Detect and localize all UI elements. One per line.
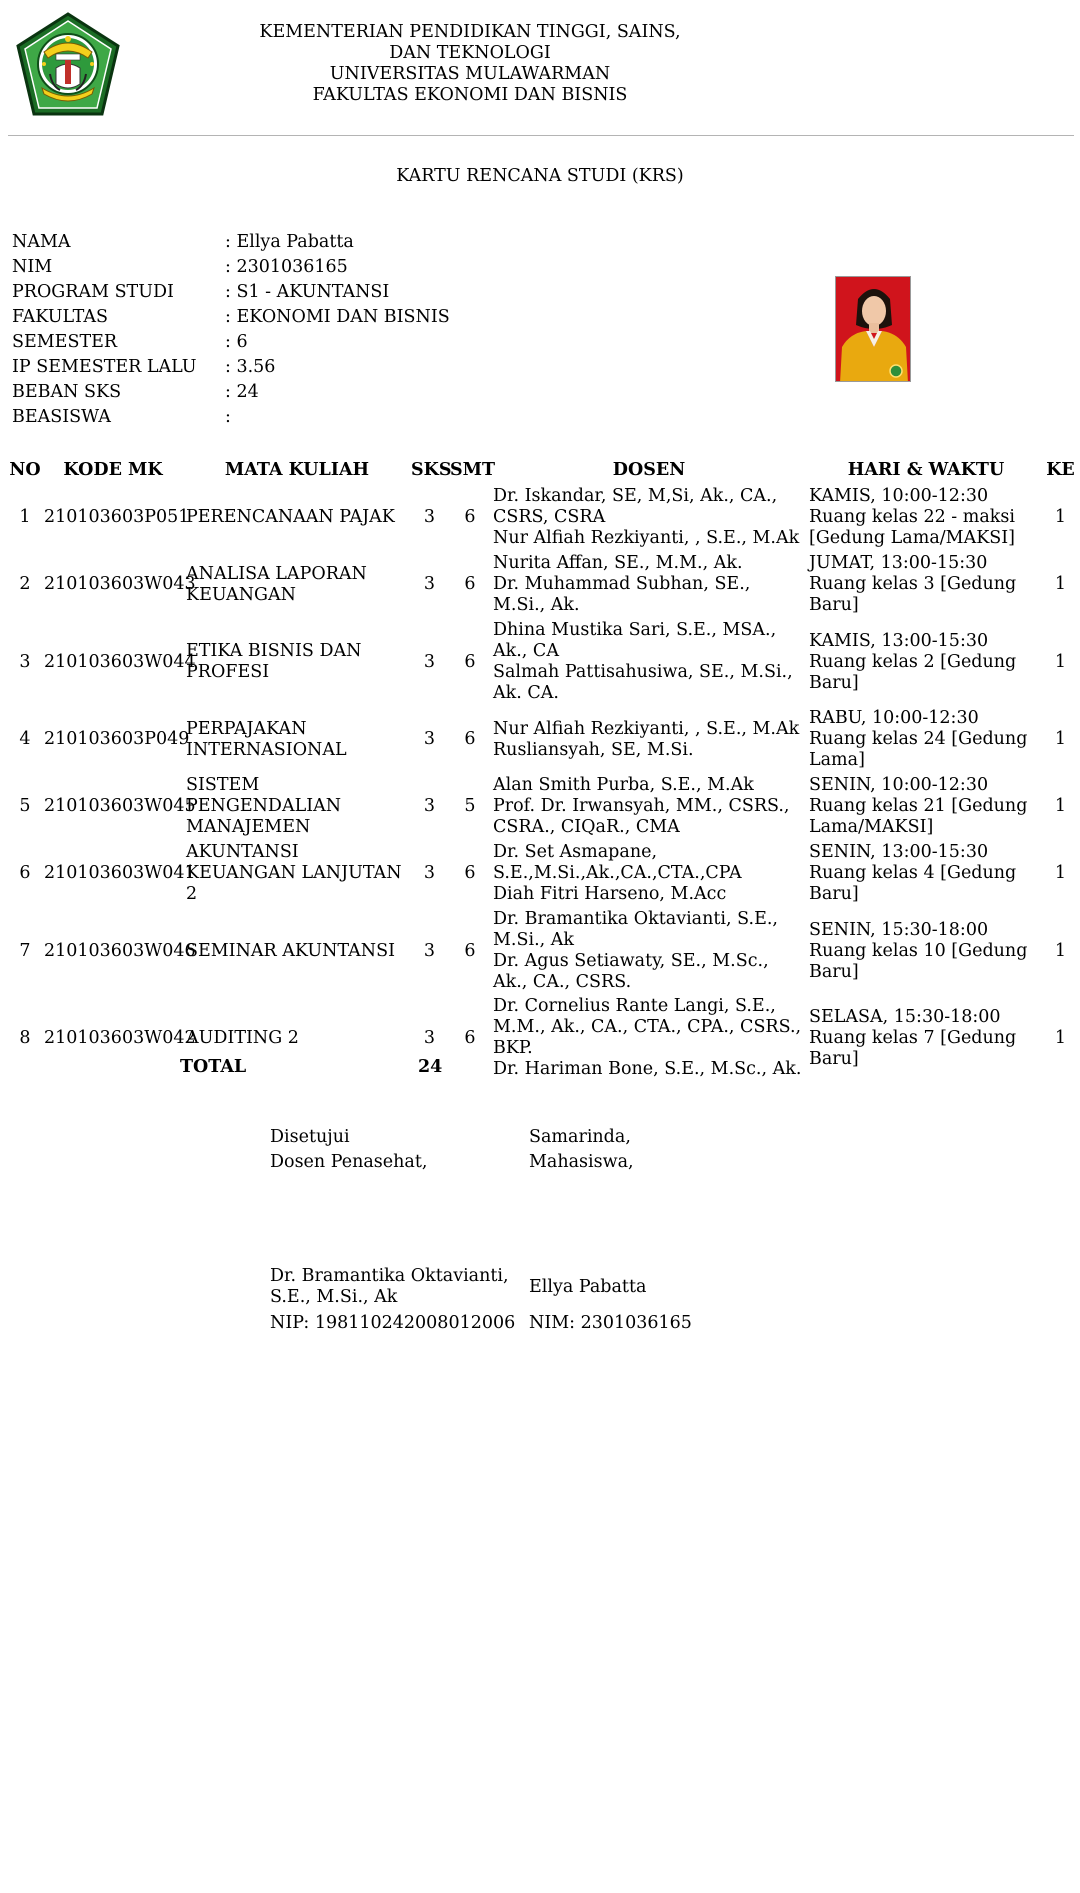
cell-no: 1 [19, 507, 31, 527]
ruang-line: Ruang kelas 24 [Gedung Lama] [809, 729, 1028, 770]
dosen-line: Nur Alfiah Rezkiyanti, , S.E., M.Ak [493, 718, 800, 739]
header-no: NO [9, 459, 41, 480]
student-info [12, 232, 450, 432]
cell-smt: 6 [464, 1027, 476, 1048]
advisor-title: Dosen Penasehat, [270, 1152, 428, 1172]
total-label: TOTAL [180, 1057, 247, 1077]
ruang-line: Ruang kelas 22 - maksi [Gedung Lama/MAKSI] [809, 507, 1016, 548]
info-label: BEBAN SKS [12, 382, 122, 402]
cell-dosen [491, 995, 807, 1081]
info-label: FAKULTAS [12, 307, 108, 327]
info-value: : 6 [225, 332, 248, 352]
header-hari-waktu: HARI & WAKTU [847, 459, 1005, 480]
header-line-1: KEMENTERIAN PENDIDIKAN TINGGI, SAINS, [259, 22, 681, 42]
table-header-row [8, 456, 1076, 484]
university-logo [14, 12, 122, 118]
cell-dosen [491, 706, 807, 773]
dosen-line: Dhina Mustika Sari, S.E., MSA., Ak., CA [493, 620, 777, 661]
cell-mata-kuliah: PERPAJAKAN INTERNASIONAL [186, 718, 347, 760]
table-row [8, 907, 1076, 995]
table-row [8, 551, 1076, 618]
info-label: PROGRAM STUDI [12, 282, 174, 302]
cell-sks: 3 [423, 1027, 436, 1048]
header-mata-kuliah: MATA KULIAH [224, 459, 370, 480]
cell-mata-kuliah: SISTEM PENGENDALIAN MANAJEMEN [186, 775, 342, 837]
info-row-beasiswa [12, 407, 450, 432]
cell-smt: 5 [464, 796, 476, 816]
cell-kode: 210103603P049 [44, 729, 190, 749]
cell-hari-waktu [807, 706, 1045, 773]
header-divider [8, 135, 1074, 136]
info-row-fakultas [12, 307, 450, 332]
waktu-line: SENIN, 10:00-12:30 [809, 775, 989, 795]
info-label: BEASISWA [12, 407, 111, 427]
cell-sks: 3 [423, 574, 436, 594]
cell-hari-waktu [807, 840, 1045, 907]
sign-place: Samarinda, [529, 1127, 631, 1147]
course-table [8, 456, 1076, 1081]
cell-dosen [491, 840, 807, 907]
cell-ke: 1 [1054, 1027, 1067, 1048]
advisor-approval-line: Disetujui [270, 1127, 350, 1147]
table-row [8, 706, 1076, 773]
waktu-line: KAMIS, 10:00-12:30 [809, 486, 989, 506]
cell-dosen [491, 484, 807, 551]
cell-kode: 210103603W044 [44, 651, 196, 672]
info-row-program-studi [12, 282, 450, 307]
cell-smt: 6 [464, 574, 476, 594]
header-line-2: DAN TEKNOLOGI [389, 43, 551, 63]
info-value: : Ellya Pabatta [225, 232, 354, 252]
dosen-line: Salmah Pattisahusiwa, SE., M.Si., Ak. CA. [493, 662, 793, 703]
cell-hari-waktu [807, 484, 1045, 551]
ruang-line: Ruang kelas 3 [Gedung Baru] [809, 574, 1017, 615]
header-kode-mk: KODE MK [63, 459, 163, 480]
cell-no: 2 [19, 574, 31, 594]
cell-sks: 3 [423, 651, 436, 672]
ruang-line: Ruang kelas 7 [Gedung Baru] [809, 1027, 1017, 1069]
cell-hari-waktu [807, 551, 1045, 618]
header-smt: SMT [450, 459, 496, 480]
table-row [8, 618, 1076, 706]
cell-sks: 3 [423, 863, 436, 883]
cell-ke: 1 [1054, 507, 1067, 527]
waktu-line: KAMIS, 13:00-15:30 [809, 630, 989, 651]
dosen-line: Dr. Set Asmapane, S.E.,M.Si.,Ak.,CA.,CTA.,CPA [493, 842, 742, 883]
waktu-line: JUMAT, 13:00-15:30 [809, 553, 988, 573]
dosen-line: Nur Alfiah Rezkiyanti, , S.E., M.Ak [493, 528, 800, 548]
cell-kode: 210103603W043 [44, 574, 196, 594]
info-label: IP SEMESTER LALU [12, 357, 197, 377]
dosen-line: Dr. Cornelius Rante Langi, S.E., M.M., Ak., CA., CTA., CPA., CSRS., BKP. [493, 996, 802, 1058]
cell-mata-kuliah: AUDITING 2 [186, 1027, 299, 1048]
info-value: : 24 [225, 382, 259, 402]
cell-mata-kuliah: PERENCANAAN PAJAK [186, 507, 395, 527]
dosen-line: Prof. Dr. Irwansyah, MM., CSRS., CSRA., CIQaR., CMA [493, 796, 790, 837]
cell-smt: 6 [464, 507, 476, 527]
cell-kode: 210103603W045 [44, 796, 196, 816]
document-title: KARTU RENCANA STUDI (KRS) [396, 166, 684, 186]
cell-kode: 210103603W046 [44, 940, 196, 961]
cell-kode: 210103603W042 [44, 1027, 196, 1048]
info-value: : EKONOMI DAN BISNIS [225, 307, 450, 327]
cell-no: 8 [19, 1027, 31, 1048]
info-row-nama [12, 232, 450, 257]
cell-kode: 210103603P051 [44, 507, 190, 527]
table-row [8, 484, 1076, 551]
waktu-line: SELASA, 15:30-18:00 [809, 1006, 1001, 1027]
cell-mata-kuliah: SEMINAR AKUNTANSI [186, 940, 396, 961]
info-value: : 3.56 [225, 357, 276, 377]
cell-no: 5 [19, 796, 31, 816]
info-row-nim [12, 257, 450, 282]
info-row-semester [12, 332, 450, 357]
cell-smt: 6 [464, 940, 476, 961]
cell-no: 7 [19, 940, 31, 961]
cell-sks: 3 [423, 796, 436, 816]
university-logo-emblem [14, 12, 122, 118]
info-label: NIM [12, 257, 53, 277]
ruang-line: Ruang kelas 2 [Gedung Baru] [809, 651, 1017, 693]
header-line-4: FAKULTAS EKONOMI DAN BISNIS [312, 85, 628, 105]
info-label: NAMA [12, 232, 71, 252]
cell-sks: 3 [423, 940, 436, 961]
advisor-name: Dr. Bramantika Oktavianti, S.E., M.Si., Ak [270, 1266, 509, 1307]
info-label: SEMESTER [12, 332, 118, 352]
cell-mata-kuliah: ANALISA LAPORAN KEUANGAN [186, 563, 367, 605]
cell-hari-waktu [807, 907, 1045, 995]
dosen-line: Diah Fitri Harseno, M.Acc [493, 884, 727, 904]
cell-no: 3 [19, 651, 31, 672]
ruang-line: Ruang kelas 4 [Gedung Baru] [809, 863, 1017, 904]
cell-hari-waktu [807, 773, 1045, 840]
institution-header [180, 22, 760, 106]
header-ke: KE [1046, 459, 1075, 480]
cell-hari-waktu [807, 995, 1045, 1081]
header-sks: SKS [411, 459, 452, 480]
cell-ke: 1 [1054, 940, 1067, 961]
waktu-line: SENIN, 13:00-15:30 [809, 842, 989, 862]
student-sign-title: Mahasiswa, [529, 1152, 634, 1172]
cell-sks: 3 [423, 507, 436, 527]
cell-ke: 1 [1054, 651, 1067, 672]
cell-smt: 6 [464, 863, 476, 883]
header-line-3: UNIVERSITAS MULAWARMAN [329, 64, 611, 84]
cell-no: 6 [19, 863, 31, 883]
ruang-line: Ruang kelas 21 [Gedung Lama/MAKSI] [809, 796, 1028, 837]
cell-mata-kuliah: AKUNTANSI KEUANGAN LANJUTAN 2 [186, 842, 402, 904]
dosen-line: Dr. Hariman Bone, S.E., M.Sc., Ak. [493, 1059, 802, 1079]
cell-smt: 6 [464, 651, 476, 672]
student-sign-nim: NIM: 2301036165 [529, 1313, 692, 1333]
cell-hari-waktu [807, 618, 1045, 706]
student-sign-name: Ellya Pabatta [529, 1277, 647, 1297]
advisor-nip: NIP: 198110242008012006 [270, 1313, 516, 1333]
dosen-line: Rusliansyah, SE, M.Si. [493, 739, 694, 760]
info-value: : S1 - AKUNTANSI [225, 282, 390, 302]
cell-smt: 6 [464, 729, 476, 749]
dosen-line: Nurita Affan, SE., M.M., Ak. [493, 553, 743, 573]
cell-ke: 1 [1054, 863, 1067, 883]
total-sks: 24 [418, 1057, 443, 1077]
header-dosen: DOSEN [612, 459, 686, 480]
ruang-line: Ruang kelas 10 [Gedung Baru] [809, 940, 1028, 982]
cell-ke: 1 [1054, 574, 1067, 594]
info-row-beban-sks [12, 382, 450, 407]
dosen-line: Dr. Agus Setiawaty, SE., M.Sc., Ak., CA., CSRS. [493, 951, 769, 992]
dosen-line: Dr. Muhammad Subhan, SE., M.Si., Ak. [493, 574, 751, 615]
cell-kode: 210103603W041 [44, 863, 196, 883]
table-row [8, 995, 1076, 1081]
cell-no: 4 [19, 729, 31, 749]
waktu-line: SENIN, 15:30-18:00 [809, 919, 989, 940]
info-value: : [225, 407, 231, 427]
cell-ke: 1 [1054, 729, 1067, 749]
cell-dosen [491, 551, 807, 618]
cell-dosen [491, 907, 807, 995]
table-row [8, 840, 1076, 907]
dosen-line: Alan Smith Purba, S.E., M.Ak [493, 775, 754, 795]
table-row [8, 773, 1076, 840]
cell-dosen [491, 618, 807, 706]
cell-dosen [491, 773, 807, 840]
info-value: : 2301036165 [225, 257, 348, 277]
student-photo [835, 276, 911, 382]
dosen-line: Dr. Bramantika Oktavianti, S.E., M.Si., Ak [493, 909, 778, 950]
cell-ke: 1 [1054, 796, 1067, 816]
cell-sks: 3 [423, 729, 436, 749]
dosen-line: Dr. Iskandar, SE, M,Si, Ak., CA., CSRS, CSRA [493, 486, 778, 527]
cell-mata-kuliah: ETIKA BISNIS DAN PROFESI [186, 641, 362, 682]
info-row-ip [12, 357, 450, 382]
waktu-line: RABU, 10:00-12:30 [809, 708, 979, 728]
